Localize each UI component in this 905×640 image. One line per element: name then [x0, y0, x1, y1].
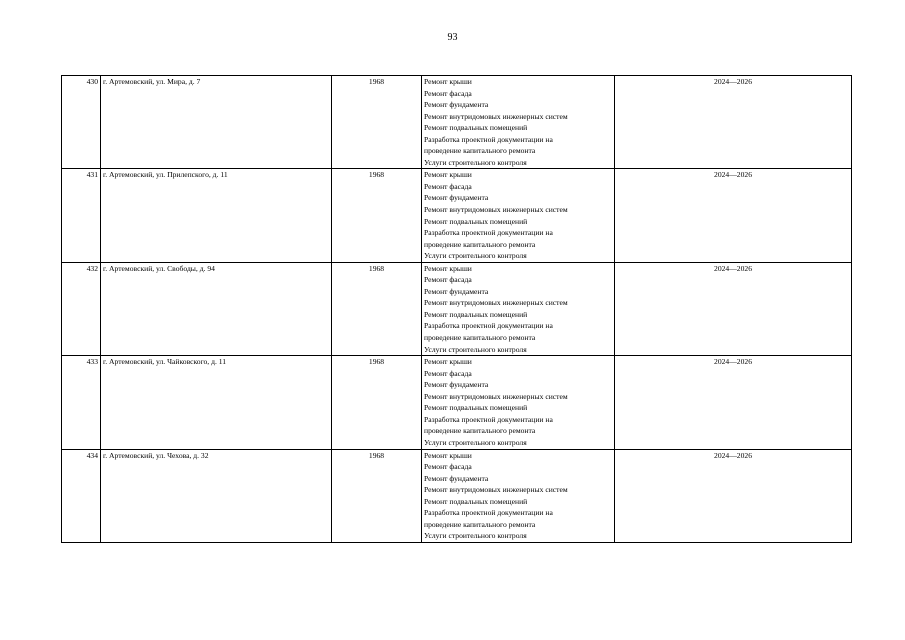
row-period: 2024—2026	[615, 356, 852, 449]
work-item: Услуги строительного контроля	[424, 251, 527, 261]
work-item: Ремонт крыши	[424, 77, 472, 86]
work-item: проведение капитального ремонта	[424, 519, 536, 529]
work-item: Услуги строительного контроля	[424, 157, 527, 167]
work-item: Ремонт внутридомовых инженерных систем	[424, 111, 568, 121]
work-item: Ремонт внутридомовых инженерных систем	[424, 485, 568, 495]
work-item: проведение капитального ремонта	[424, 146, 536, 156]
work-item: Ремонт внутридомовых инженерных систем	[424, 298, 568, 308]
row-address: г. Артемовский, ул. Чайковского, д. 11	[101, 356, 332, 449]
table-row	[62, 262, 852, 355]
work-item: Разработка проектной документации на	[424, 508, 553, 518]
work-item: проведение капитального ремонта	[424, 426, 536, 436]
row-works	[422, 449, 615, 542]
work-item: Ремонт фасада	[424, 275, 472, 285]
work-item: Услуги строительного контроля	[424, 531, 527, 541]
page-number: 93	[447, 32, 458, 43]
work-item: Ремонт фасада	[424, 181, 472, 191]
row-year: 1968	[332, 262, 422, 355]
work-item: Ремонт подвальных помещений	[424, 496, 528, 506]
work-item: Ремонт фундамента	[424, 193, 489, 203]
registry-table-body	[62, 76, 852, 543]
work-item: Разработка проектной документации на	[424, 414, 553, 424]
row-works	[422, 76, 615, 169]
work-item: Ремонт фасада	[424, 88, 472, 98]
work-item: Услуги строительного контроля	[424, 344, 527, 354]
work-item: Ремонт фундамента	[424, 380, 489, 390]
row-period: 2024—2026	[615, 169, 852, 262]
row-year: 1968	[332, 356, 422, 449]
table-row	[62, 76, 852, 169]
table-row	[62, 449, 852, 542]
work-item: Ремонт фундамента	[424, 100, 489, 110]
row-year: 1968	[332, 449, 422, 542]
work-item: Ремонт подвальных помещений	[424, 403, 528, 413]
work-item: Ремонт крыши	[424, 357, 472, 367]
work-item: Ремонт фасада	[424, 368, 472, 378]
work-item: Ремонт внутридомовых инженерных систем	[424, 391, 568, 401]
work-item: Ремонт крыши	[424, 450, 472, 460]
row-number: 433	[62, 356, 101, 449]
row-period: 2024—2026	[615, 76, 852, 169]
table-row	[62, 169, 852, 262]
work-item: проведение капитального ремонта	[424, 333, 536, 343]
work-item: Разработка проектной документации на	[424, 321, 553, 331]
work-item: Услуги строительного контроля	[424, 437, 527, 447]
row-address: г. Артемовский, ул. Свободы, д. 94	[101, 262, 332, 355]
row-number: 431	[62, 169, 101, 262]
row-number: 434	[62, 449, 101, 542]
row-year: 1968	[332, 169, 422, 262]
work-item: Ремонт фундамента	[424, 286, 489, 296]
row-address: г. Артемовский, ул. Мира, д. 7	[101, 76, 332, 169]
row-works	[422, 356, 615, 449]
row-address: г. Артемовский, ул. Прилепского, д. 11	[101, 169, 332, 262]
row-period: 2024—2026	[615, 262, 852, 355]
row-works	[422, 262, 615, 355]
work-item: Ремонт крыши	[424, 170, 472, 180]
work-item: проведение капитального ремонта	[424, 239, 536, 249]
row-address: г. Артемовский, ул. Чехова, д. 32	[101, 449, 332, 542]
work-item: Ремонт фундамента	[424, 473, 489, 483]
row-number: 430	[62, 76, 101, 169]
row-number: 432	[62, 262, 101, 355]
work-item: Разработка проектной документации на	[424, 134, 553, 144]
work-item: Ремонт фасада	[424, 462, 472, 472]
work-item: Ремонт крыши	[424, 263, 472, 273]
work-item: Ремонт подвальных помещений	[424, 216, 528, 226]
registry-table	[61, 75, 852, 543]
work-item: Разработка проектной документации на	[424, 228, 553, 238]
work-item: Ремонт подвальных помещений	[424, 309, 528, 319]
work-item: Ремонт подвальных помещений	[424, 123, 528, 133]
table-row	[62, 356, 852, 449]
row-year: 1968	[332, 76, 422, 169]
row-period: 2024—2026	[615, 449, 852, 542]
row-works	[422, 169, 615, 262]
work-item: Ремонт внутридомовых инженерных систем	[424, 205, 568, 215]
